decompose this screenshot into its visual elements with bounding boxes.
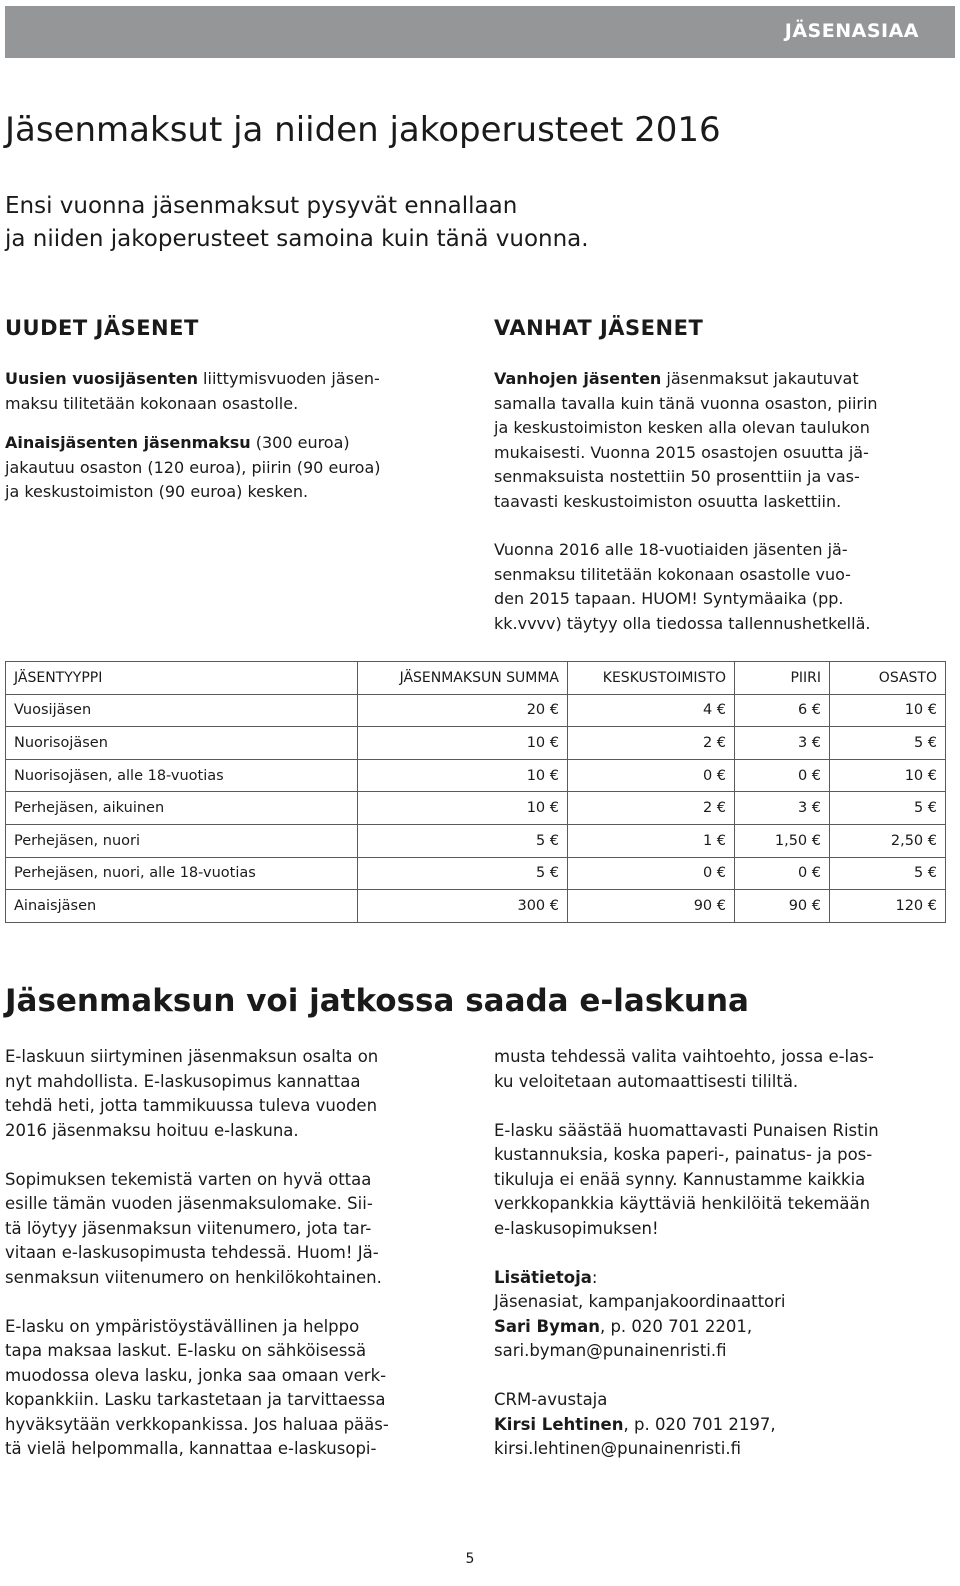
contact-phone: , p. 020 701 2197,: [623, 1414, 776, 1434]
header-bar: [5, 6, 955, 58]
contact-phone: , p. 020 701 2201,: [599, 1316, 753, 1336]
page-number: 5: [465, 1551, 475, 1567]
bold-term: Ainaisjäsenten jäsenmaksu: [5, 433, 251, 452]
amount-cell: 0 €: [735, 857, 830, 890]
elasku-paragraph-2: Sopimuksen tekemistä varten on hyvä ottaa esille tämän vuoden jäsenmaksulomake. Sii- tä löytyy jäsenmaksun viitenumero, jota tar- vitaan e-laskusopimusta tehdessä. Huom! Jä- senmaksun viitenumero on henkilökohtainen.: [5, 1169, 382, 1287]
amount-cell: 2,50 €: [830, 824, 946, 857]
table-row: [6, 727, 946, 760]
amount-cell: 5 €: [830, 792, 946, 825]
table-row: [6, 890, 946, 923]
contact-role: CRM-avustaja: [494, 1390, 608, 1409]
old-members-heading: VANHAT JÄSENET: [494, 316, 704, 340]
table-header-row: [6, 662, 946, 695]
amount-cell: 0 €: [735, 759, 830, 792]
amount-cell: 6 €: [735, 694, 830, 727]
member-type-cell: Perhejäsen, nuori: [6, 824, 358, 857]
amount-cell: 0 €: [568, 857, 735, 890]
elasku-paragraph-3: E-lasku on ympäristöystävällinen ja helppo tapa maksaa laskut. E-lasku on sähköisessä muodossa oleva lasku, jonka saa omaan verk- kopankkiin. Lasku tarkastetaan ja tarvittaessa hyväksytään verkkopankissa. Jos haluaa pääs- tä vielä helpommalla, kannattaa e-laskusopi-: [5, 1316, 389, 1458]
contact-email: kirsi.lehtinen@punainenristi.fi: [494, 1439, 741, 1458]
amount-cell: 120 €: [830, 890, 946, 923]
bold-term: Vanhojen jäsenten: [494, 369, 662, 388]
amount-cell: 90 €: [568, 890, 735, 923]
amount-cell: 10 €: [830, 759, 946, 792]
old-members-paragraph-2: Vuonna 2016 alle 18-vuotiaiden jäsenten jä- senmaksu tilitetään kokonaan osastolle vuo- den 2015 tapaan. HUOM! Syntymäaika (pp. kk.vvvv) täytyy olla tiedossa tallennushetkellä.: [494, 540, 871, 633]
new-members-heading: UUDET JÄSENET: [5, 316, 199, 340]
elasku-paragraph-1: E-laskuun siirtyminen jäsenmaksun osalta on nyt mahdollista. E-laskusopimus kannattaa tehdä heti, jotta tammikuussa tuleva vuoden 2016 jäsenmaksu hoituu e-laskuna.: [5, 1047, 379, 1140]
contact-email: sari.byman@punainenristi.fi: [494, 1341, 727, 1360]
lead-line: ja niiden jakoperusteet samoina kuin tänä vuonna.: [5, 226, 589, 252]
amount-cell: 1 €: [568, 824, 735, 857]
new-members-section: [5, 315, 460, 505]
table-row: [6, 824, 946, 857]
member-type-cell: Perhejäsen, aikuinen: [6, 792, 358, 825]
table-row: [6, 694, 946, 727]
new-members-paragraph-1: Uusien vuosijäsenten liittymisvuoden jäsen- maksu tilitetään kokonaan osastolle.: [5, 369, 380, 413]
amount-cell: 5 €: [358, 857, 568, 890]
column-header: KESKUSTOIMISTO: [568, 662, 735, 695]
amount-cell: 300 €: [358, 890, 568, 923]
new-members-paragraph-2: Ainaisjäsenten jäsenmaksu (300 euroa) jakautuu osaston (120 euroa), piirin (90 euroa) ja keskustoimiston (90 euroa) kesken.: [5, 433, 381, 501]
page-title: Jäsenmaksut ja niiden jakoperusteet 2016: [5, 110, 721, 150]
member-type-cell: Nuorisojäsen: [6, 727, 358, 760]
amount-cell: 10 €: [358, 759, 568, 792]
amount-cell: 1,50 €: [735, 824, 830, 857]
member-type-cell: Ainaisjäsen: [6, 890, 358, 923]
amount-cell: 10 €: [358, 792, 568, 825]
old-members-section: [494, 315, 952, 636]
amount-cell: 2 €: [568, 792, 735, 825]
amount-cell: 20 €: [358, 694, 568, 727]
table-row: [6, 792, 946, 825]
amount-cell: 5 €: [830, 727, 946, 760]
amount-cell: 2 €: [568, 727, 735, 760]
elasku-left-column: [5, 1045, 475, 1462]
column-header: PIIRI: [735, 662, 830, 695]
elasku-right-column: [494, 1045, 954, 1462]
bold-term: Uusien vuosijäsenten: [5, 369, 198, 388]
elasku-paragraph-5: E-lasku säästää huomattavasti Punaisen Ristin kustannuksia, koska paperi-, painatus- ja pos- tikuluja ei enää synny. Kannustamme kaikkia verkkopankkia käyttäviä henkilöitä tekemään e-laskusopimuksen!: [494, 1120, 879, 1238]
amount-cell: 4 €: [568, 694, 735, 727]
amount-cell: 10 €: [358, 727, 568, 760]
amount-cell: 0 €: [568, 759, 735, 792]
amount-cell: 90 €: [735, 890, 830, 923]
fee-table: [5, 661, 946, 923]
old-members-paragraph-1: Vanhojen jäsenten jäsenmaksut jakautuvat samalla tavalla kuin tänä vuonna osaston, piirin ja keskustoimiston kesken alla olevan taulukon mukaisesti. Vuonna 2015 osastojen osuutta jä- senmaksuista nostettiin 50 prosenttiin ja vas- taavasti keskustoimiston osuutta laskettiin.: [494, 369, 878, 511]
member-type-cell: Nuorisojäsen, alle 18-vuotias: [6, 759, 358, 792]
amount-cell: 5 €: [830, 857, 946, 890]
table-row: [6, 759, 946, 792]
column-header: OSASTO: [830, 662, 946, 695]
contact-label: Lisätietoja: [494, 1267, 592, 1287]
member-type-cell: Perhejäsen, nuori, alle 18-vuotias: [6, 857, 358, 890]
member-type-cell: Vuosijäsen: [6, 694, 358, 727]
amount-cell: 5 €: [358, 824, 568, 857]
contact-info: Lisätietoja: Jäsenasiat, kampanjakoordinaattori Sari Byman, p. 020 701 2201, sari.byman@punainenristi.fi CRM-avustaja Kirsi Lehtinen, p. 020 701 2197, kirsi.lehtinen@punainenristi.fi: [494, 1266, 954, 1462]
lead-line: Ensi vuonna jäsenmaksut pysyvät ennallaan: [5, 193, 518, 219]
amount-cell: 3 €: [735, 727, 830, 760]
section-label: JÄSENASIAA: [784, 20, 919, 42]
elasku-title: Jäsenmaksun voi jatkossa saada e-laskuna: [5, 983, 749, 1019]
contact-name: Sari Byman: [494, 1316, 600, 1336]
table-row: [6, 857, 946, 890]
elasku-paragraph-4: musta tehdessä valita vaihtoehto, jossa e-las- ku veloitetaan automaattisesti tililtä.: [494, 1047, 874, 1091]
column-header: JÄSENMAKSUN SUMMA: [358, 662, 568, 695]
contact-role: Jäsenasiat, kampanjakoordinaattori: [494, 1292, 786, 1311]
amount-cell: 3 €: [735, 792, 830, 825]
lead-paragraph: [5, 190, 725, 256]
contact-name: Kirsi Lehtinen: [494, 1414, 624, 1434]
amount-cell: 10 €: [830, 694, 946, 727]
column-header: JÄSENTYYPPI: [6, 662, 358, 695]
